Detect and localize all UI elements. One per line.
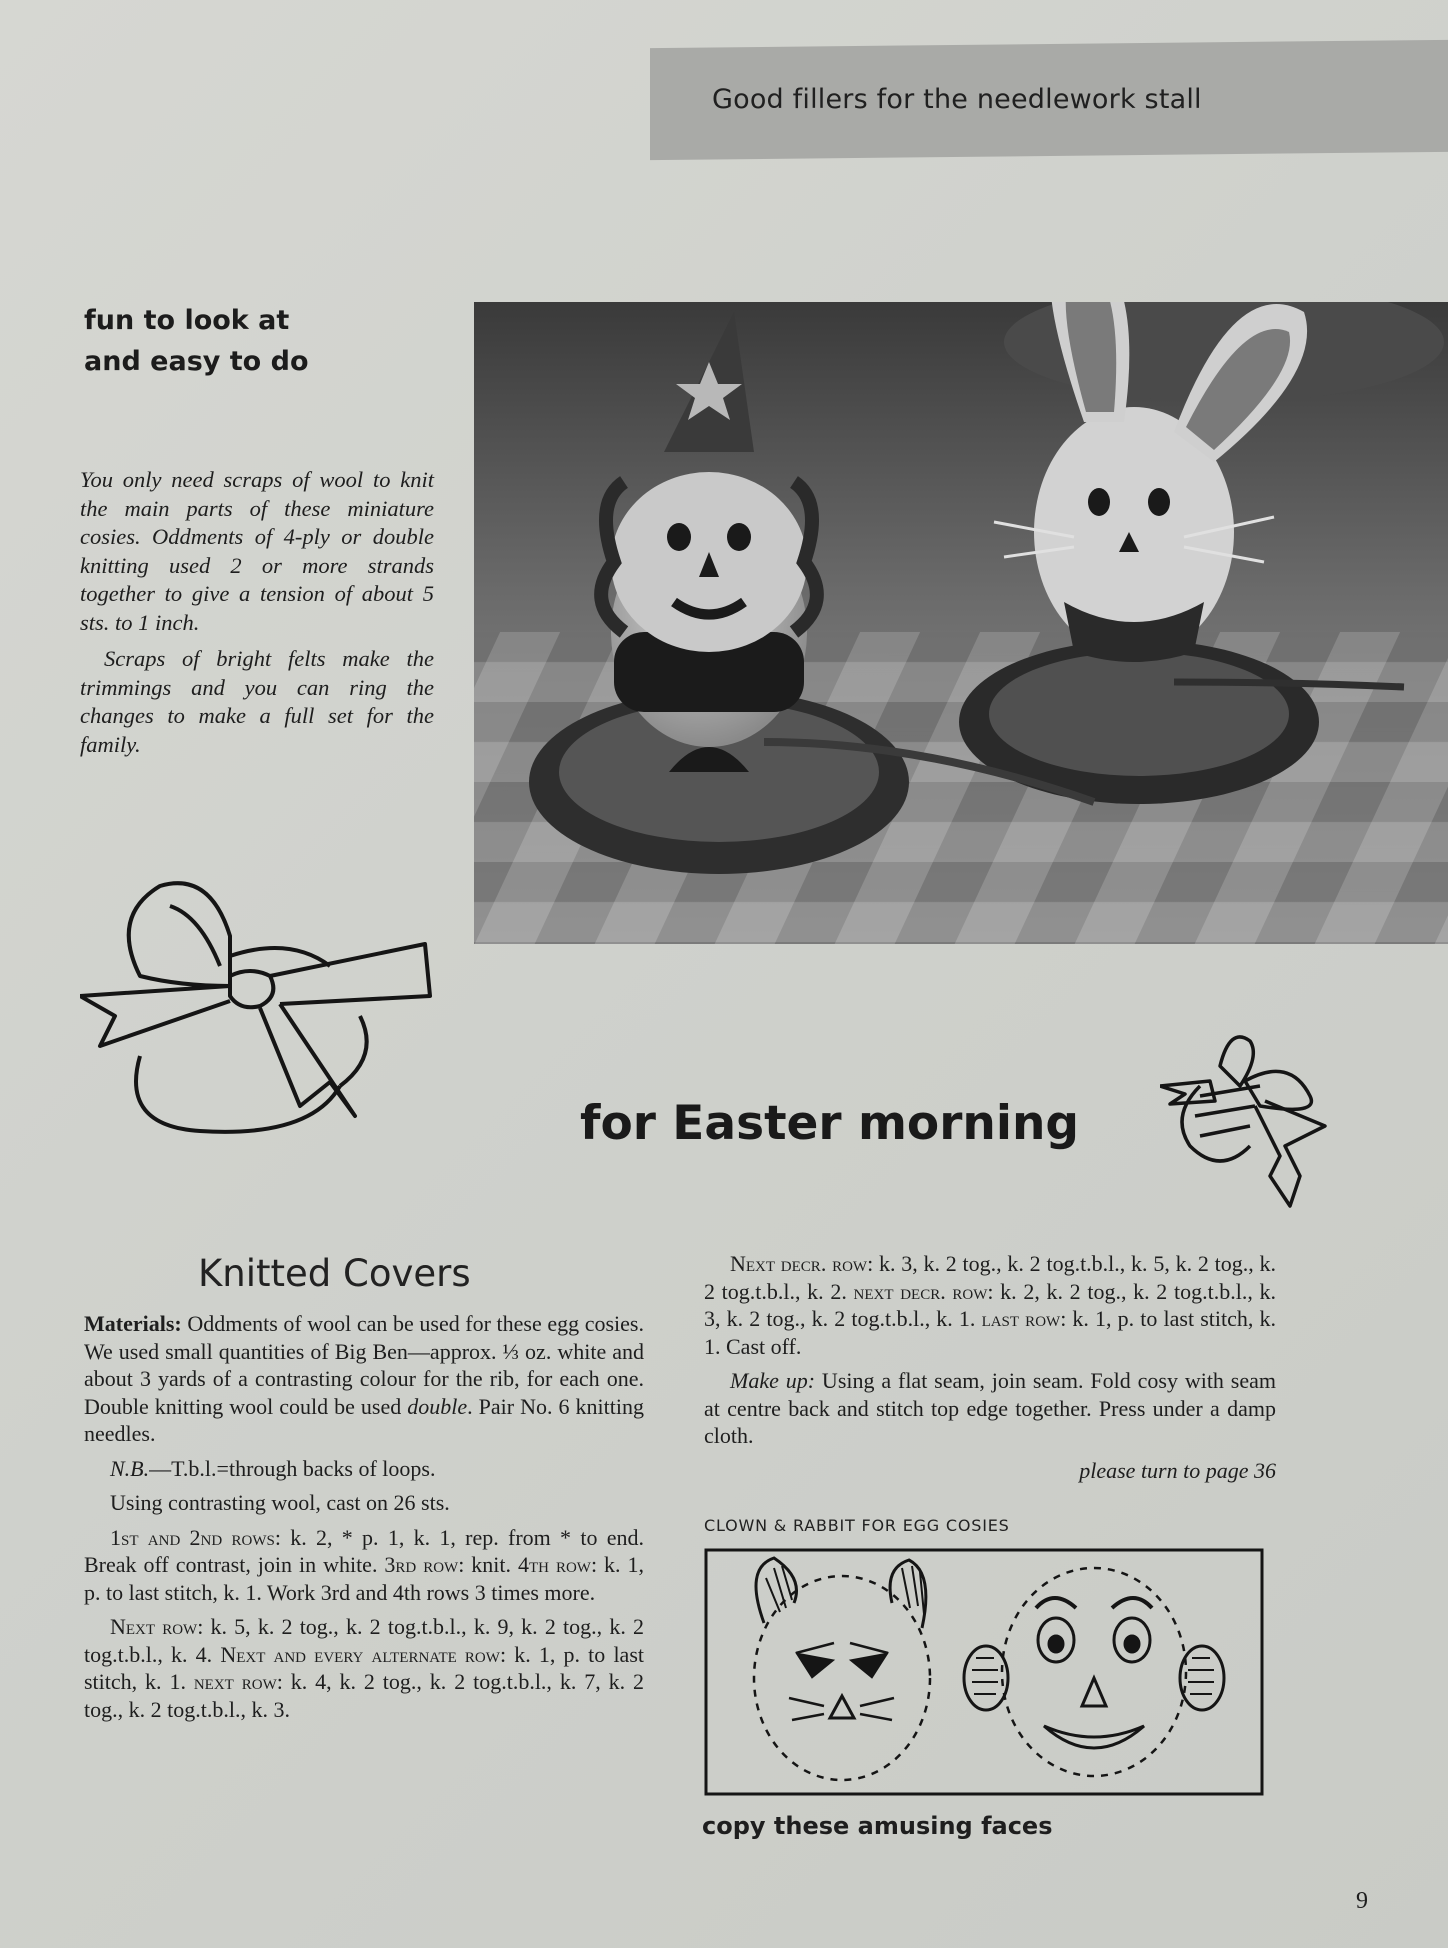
intro-text: [80, 466, 434, 767]
next-alt-label: Next and every alternate row: [220, 1641, 500, 1667]
decr1-text: : k. 3, k. 2 tog., k. 2 tog.t.b.l., k. 5, k. 2 tog., k. 2 tog.t.b.l., k. 2.: [704, 1251, 1276, 1304]
next-row-text: : k. 5, k. 2 tog., k. 2 tog.t.b.l., k. 9, k. 2 tog., k. 2 tog.t.b.l., k. 4.: [84, 1614, 644, 1667]
row4-label: 4th row: [517, 1552, 591, 1577]
intro-paragraph-1: You only need scraps of wool to knit the main parts of these miniature cosies. Oddments of 4-ply or double knitting used 2 or more strands together to give a tension of about 5 sts. to 1 inch.: [80, 467, 434, 635]
next-row-paragraph: [84, 1613, 644, 1723]
materials-label: Materials:: [84, 1311, 182, 1336]
cast-on-paragraph: Using contrasting wool, cast on 26 sts.: [110, 1490, 450, 1515]
row4-text: : k. 1, p. to last stitch, k. 1. Work 3rd and 4th rows 3 times more.: [84, 1552, 644, 1605]
materials-paragraph: [84, 1310, 644, 1448]
face-templates-diagram: [704, 1548, 1264, 1796]
nb-paragraph: [84, 1455, 644, 1483]
makeup-label: Make up:: [730, 1368, 816, 1393]
next-alt-text: : k. 1, p. to last stitch, k. 1.: [84, 1641, 645, 1694]
materials-text-2: oz. white and about 3 yards of a contrasting colour for the rib, for each one. Double knitting wool could be used: [84, 1338, 644, 1419]
makeup-text: Using a flat seam, join seam. Fold cosy with seam at centre back and stitch top edge together. Press under a damp cloth.: [704, 1368, 1277, 1448]
materials-fraction: ⅓: [502, 1338, 520, 1364]
last-row-label: last row: [981, 1306, 1061, 1331]
faces-caption: CLOWN & RABBIT FOR EGG COSIES: [704, 1516, 1010, 1535]
decr1-label: Next decr. row: [730, 1251, 868, 1276]
rows12-text: : k. 2, * p. 1, k. 1, rep. from * to end. Break off contrast, join in white.: [84, 1524, 644, 1577]
decr2-label: next decr. row: [853, 1278, 988, 1304]
rows12-label: 1st and 2nd rows: [110, 1524, 275, 1550]
next-row-label: Next row: [110, 1614, 198, 1639]
bow-egg-drawing-left: [80, 876, 440, 1138]
page-number: 9: [1356, 1888, 1368, 1914]
instructions-right-column: [704, 1250, 1276, 1491]
row3-text: : knit.: [458, 1552, 518, 1577]
headline: for Easter morning: [580, 1096, 1080, 1151]
egg-cosies-photo: [474, 302, 1448, 944]
faces-footer: copy these amusing faces: [702, 1812, 1053, 1840]
makeup-paragraph: [704, 1367, 1276, 1450]
decrease-paragraph: [704, 1250, 1276, 1360]
rows-paragraph: [84, 1524, 644, 1607]
materials-text-1: Oddments of wool can be used for these egg cosies. We used small quantities of Big Ben—approx.: [84, 1311, 644, 1364]
clown-face-template: [964, 1568, 1224, 1776]
nb-text: —T.b.l.=through backs of loops.: [149, 1455, 436, 1481]
rabbit-face-template: [754, 1558, 930, 1780]
next-row2-text: : k. 4, k. 2 tog., k. 2 tog.t.b.l., k. 7, k. 2 tog., k. 2 tog.t.b.l., k. 3.: [84, 1669, 644, 1722]
next-row2-label: next row: [193, 1669, 277, 1694]
materials-text-3: . Pair No. 6 knitting needles.: [84, 1393, 645, 1446]
tagline-line-1: fun to look at: [84, 305, 290, 336]
turn-page-note: please turn to page 36: [1079, 1457, 1276, 1483]
header-title: Good fillers for the needlework stall: [712, 84, 1202, 115]
section-title: Knitted Covers: [198, 1252, 471, 1295]
row3-label: 3rd row: [384, 1552, 459, 1577]
instructions-left-column: [84, 1310, 644, 1730]
tagline-line-2: and easy to do: [84, 346, 309, 377]
intro-paragraph-2: Scraps of bright felts make the trimmings and you can ring the changes to make a full set for the family.: [80, 646, 434, 757]
nb-label: N.B.: [110, 1455, 150, 1481]
materials-double: double: [407, 1393, 468, 1419]
bow-egg-drawing-right: [1160, 1026, 1332, 1210]
tagline: [84, 300, 309, 382]
last-row-text: : k. 1, p. to last stitch, k. 1. Cast off.: [704, 1306, 1276, 1359]
decr2-text: : k. 2, k. 2 tog., k. 2 tog.t.b.l., k. 3, k. 2 tog., k. 2 tog.t.b.l., k. 1.: [704, 1278, 1276, 1331]
